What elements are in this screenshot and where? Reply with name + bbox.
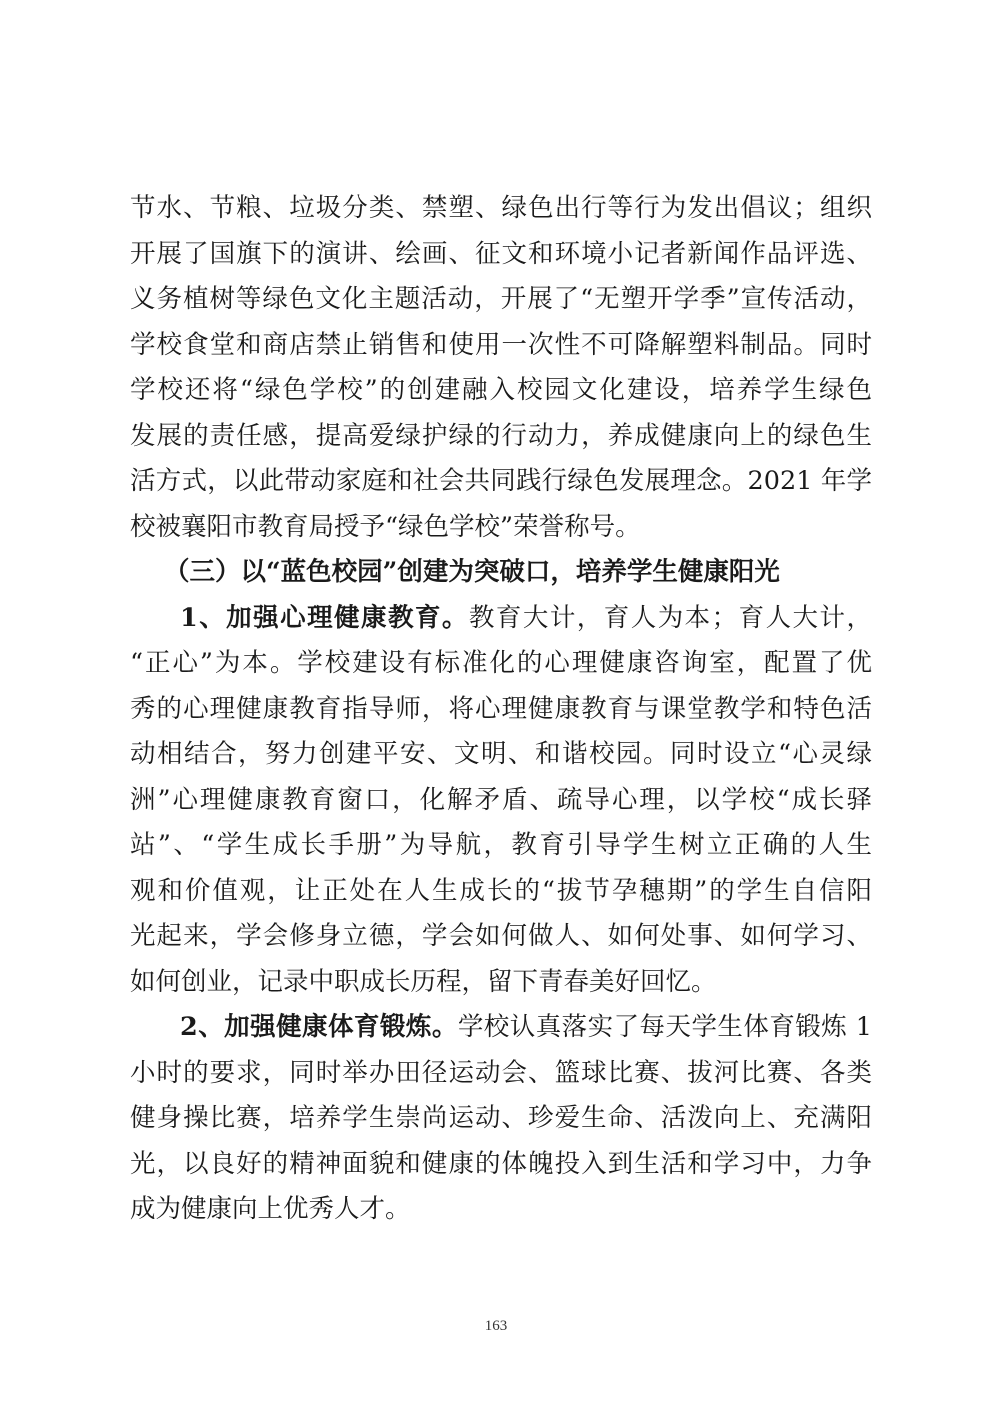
text-line: 光起来，学会修身立德，学会如何做人、如何处事、如何学习、 (130, 921, 872, 951)
text-line: 学校还将“绿色学校”的创建融入校园文化建设，培养学生绿色 (130, 375, 872, 405)
paragraph-green-school (130, 186, 872, 550)
item-text: 学校认真落实了每天学生体育锻炼 1 (457, 1012, 872, 1042)
text-line: 校被襄阳市教育局授予“绿色学校”荣誉称号。 (130, 511, 641, 542)
document-body (130, 186, 872, 1233)
item-title: 2、加强健康体育锻炼。 (180, 1012, 458, 1042)
page-number: 163 (484, 1318, 508, 1334)
text-line: 小时的要求，同时举办田径运动会、篮球比赛、拔河比赛、各类 (130, 1057, 872, 1088)
text-line: 成为健康向上优秀人才。 (130, 1194, 411, 1224)
text-line (130, 1005, 872, 1051)
text-line: 洲”心理健康教育窗口，化解矛盾、疏导心理，以学校“成长驿 (130, 784, 872, 815)
text-line: 发展的责任感，提高爱绿护绿的行动力，养成健康向上的绿色生 (130, 420, 872, 451)
text-line: 秀的心理健康教育指导师，将心理健康教育与课堂教学和特色活 (130, 693, 872, 724)
text-line: 站”、“学生成长手册”为导航，教育引导学生树立正确的人生 (130, 830, 872, 860)
text-line: 动相结合，努力创建平安、文明、和谐校园。同时设立“心灵绿 (130, 739, 872, 769)
paragraph-mental-health (130, 596, 872, 1006)
text-line: 义务植树等绿色文化主题活动，开展了“无塑开学季”宣传活动， (130, 284, 872, 314)
text-line: 学校食堂和商店禁止销售和使用一次性不可降解塑料制品。同时 (130, 329, 872, 360)
text-line: 光，以良好的精神面貌和健康的体魄投入到生活和学习中，力争 (130, 1148, 872, 1179)
section-heading: （三）以“蓝色校园”创建为突破口，培养学生健康阳光 (164, 557, 780, 587)
text-line: 健身操比赛，培养学生崇尚运动、珍爱生命、活泼向上、充满阳 (130, 1103, 872, 1133)
text-line (130, 596, 872, 642)
text-line: 活方式，以此带动家庭和社会共同践行绿色发展理念。2021 年学 (130, 466, 872, 496)
text-line: 开展了国旗下的演讲、绘画、征文和环境小记者新闻作品评选、 (130, 238, 872, 269)
paragraph-physical-exercise (130, 1005, 872, 1233)
text-line: 观和价值观，让正处在人生成长的“拔节孕穗期”的学生自信阳 (130, 875, 872, 906)
item-text: 教育大计，育人为本；育人大计， (468, 602, 872, 633)
text-line: 节水、节粮、垃圾分类、禁塑、绿色出行等行为发出倡议；组织 (130, 193, 872, 223)
text-line: 如何创业，记录中职成长历程，留下青春美好回忆。 (130, 966, 717, 997)
item-title: 1、加强心理健康教育。 (180, 602, 469, 633)
text-line: “正心”为本。学校建设有标准化的心理健康咨询室，配置了优 (130, 648, 872, 678)
